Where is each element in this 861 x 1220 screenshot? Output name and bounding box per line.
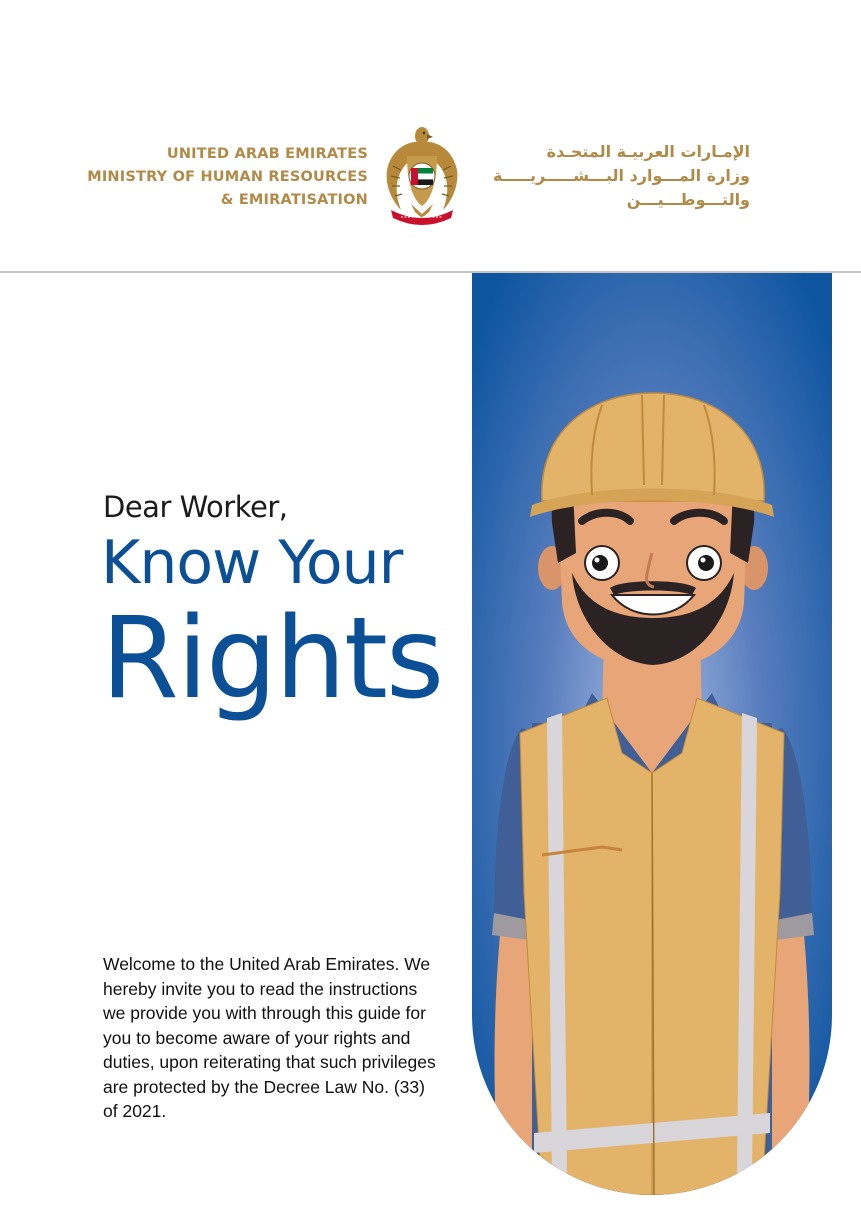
ministry-en-line-3: & EMIRATISATION bbox=[220, 192, 368, 208]
greeting: Dear Worker, bbox=[103, 490, 288, 524]
uae-falcon-emblem-icon bbox=[383, 122, 461, 226]
ministry-ar-line-2: وزارة المـــوارد البـــشـــــريـــــة bbox=[492, 166, 750, 185]
ministry-name-english bbox=[87, 143, 368, 212]
ministry-ar-line-3: والتـــوطـــيـــن bbox=[626, 190, 750, 209]
ministry-en-line-2: MINISTRY OF HUMAN RESOURCES bbox=[87, 169, 368, 185]
ministry-en-line-1: UNITED ARAB EMIRATES bbox=[166, 146, 368, 162]
header bbox=[0, 0, 861, 272]
intro-paragraph: Welcome to the United Arab Emirates. We hereby invite you to read the instructions we provide you with through this guide for you to become aware of your rights and duties, upon reiterating that such privileges are protected by the Decree Law No. (33) of 2021. bbox=[103, 954, 436, 1121]
title-line-2: Rights bbox=[101, 594, 443, 724]
ministry-name-arabic bbox=[475, 140, 750, 212]
ministry-ar-line-1: الإمـارات العربيـة المتحـدة bbox=[546, 142, 750, 161]
title-line-1: Know Your bbox=[101, 528, 403, 598]
worker-illustration bbox=[472, 273, 832, 1195]
